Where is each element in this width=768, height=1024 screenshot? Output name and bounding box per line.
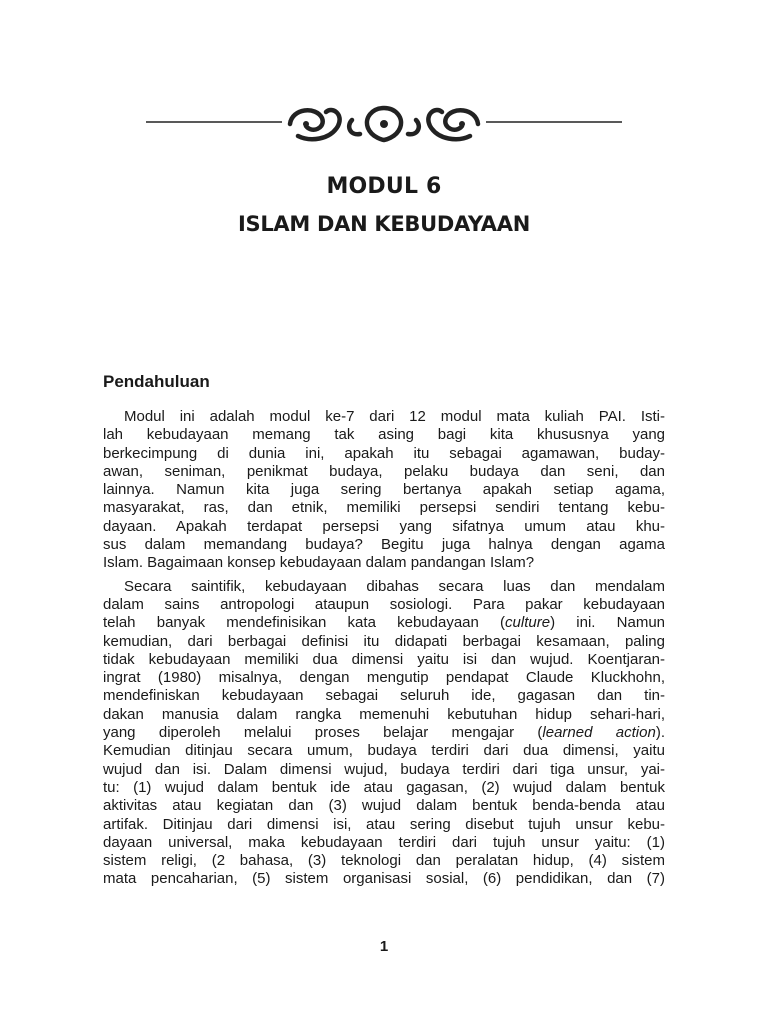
section-heading: Pendahuluan xyxy=(103,372,210,391)
page-number: 1 xyxy=(379,938,389,955)
text-line: mata pencaharian, (5) sistem organisasi sosial, (6) pendidikan, dan (7) xyxy=(103,870,665,888)
scroll-ornament-icon xyxy=(0,96,768,160)
header-ornament xyxy=(0,96,768,160)
text-line: Secara saintifik, kebudayaan dibahas secara luas dan mendalam xyxy=(124,577,665,595)
text-line: yang diperoleh melalui proses belajar mengajar (learned action). xyxy=(103,724,665,742)
text-line: aktivitas atau kegiatan dan (3) wujud dalam bentuk benda-benda atau xyxy=(103,797,665,815)
text-line: artifak. Ditinjau dari dimensi isi, atau sering disebut tujuh unsur kebu- xyxy=(103,815,665,833)
text-line: telah banyak mendefinisikan kata kebudayaan (culture) ini. Namun xyxy=(103,614,666,632)
text-line: sus dalam memandang budaya? Begitu juga halnya dengan agama xyxy=(103,536,665,554)
text-line: tu: (1) wujud dalam bentuk ide atau gagasan, (2) wujud dalam bentuk xyxy=(103,778,665,796)
text-line: dalam sains antropologi ataupun sosiologi. Para pakar kebudayaan xyxy=(103,595,665,613)
text-line: ingrat (1980) misalnya, dengan mengutip pendapat Claude Kluckhohn, xyxy=(103,669,665,687)
text-line: tidak kebudayaan memiliki dua dimensi yaitu isi dan wujud. Koentjaran- xyxy=(103,650,665,668)
text-line: dayaan universal, maka kebudayaan terdiri dari tujuh unsur yaitu: (1) xyxy=(103,833,665,851)
text-line: Kemudian ditinjau secara umum, budaya terdiri dari dua dimensi, yaitu xyxy=(103,742,665,760)
text-line: sistem religi, (2 bahasa, (3) teknologi dan peralatan hidup, (4) sistem xyxy=(103,852,665,870)
paragraph-intro xyxy=(103,408,665,573)
text-line: Islam. Bagaimaan konsep kebudayaan dalam pandangan Islam? xyxy=(103,554,535,572)
text-line: dakan manusia dalam rangka memenuhi kebutuhan hidup sehari-hari, xyxy=(103,705,665,723)
text-line: lah kebudayaan memang tak asing bagi kita khususnya yang xyxy=(103,426,665,444)
text-line: berkecimpung di dunia ini, apakah itu sebagai agamawan, buday- xyxy=(103,444,665,462)
body-text xyxy=(103,408,665,894)
text-line: lainnya. Namun kita juga sering bertanya apakah setiap agama, xyxy=(103,481,665,499)
text-line: dayaan. Apakah terdapat persepsi yang sifatnya umum atau khu- xyxy=(103,517,665,535)
text-line: Modul ini adalah modul ke-7 dari 12 modul mata kuliah PAI. Isti- xyxy=(124,408,665,425)
text-line: mendefiniskan kebudayaan sebagai seluruh ide, gagasan dan tin- xyxy=(103,687,665,705)
text-line: wujud dan isi. Dalam dimensi wujud, budaya terdiri dari tiga unsur, yai- xyxy=(103,760,665,778)
module-number: MODUL 6 xyxy=(326,174,442,199)
text-line: kemudian, dari berbagai definisi itu didapati berbagai kesamaan, paling xyxy=(103,632,665,650)
text-line: masyarakat, ras, dan etnik, memiliki persepsi sendiri tentang kebu- xyxy=(103,499,665,517)
paragraph-definition xyxy=(103,578,665,889)
text-line: awan, seniman, penikmat budaya, pelaku budaya dan seni, dan xyxy=(103,462,665,480)
module-title: ISLAM DAN KEBUDAYAAN xyxy=(238,212,530,236)
